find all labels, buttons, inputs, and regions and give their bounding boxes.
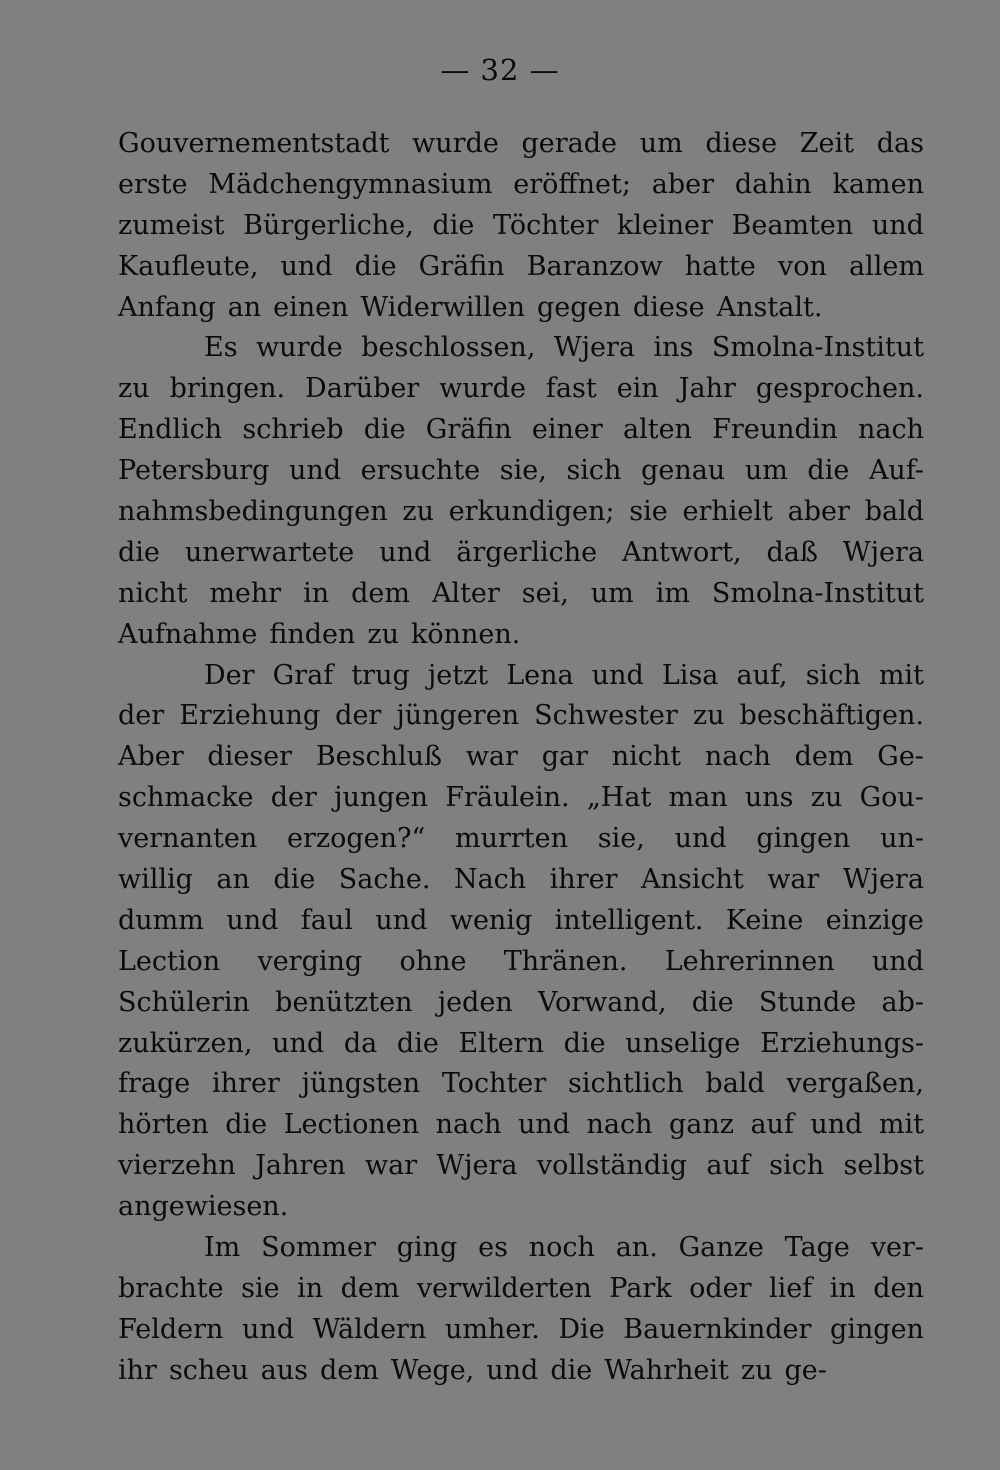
- text-line: [118, 1269, 924, 1310]
- word: und: [226, 904, 279, 936]
- word: die: [807, 455, 850, 487]
- word: die: [363, 414, 406, 446]
- word: Auf-: [868, 455, 924, 487]
- word: genau: [641, 455, 726, 487]
- word: ab-: [881, 986, 924, 1018]
- word: können.: [411, 618, 521, 650]
- word: dieser: [207, 741, 293, 773]
- word: in: [297, 1272, 324, 1304]
- word: das: [876, 128, 924, 159]
- word: Lisa: [661, 659, 719, 691]
- word: da: [343, 1027, 378, 1059]
- text-line: [118, 860, 924, 901]
- word: Gouvernementstadt: [118, 128, 390, 159]
- word: Lena: [506, 659, 574, 691]
- word: die: [225, 1109, 268, 1141]
- word: ver-: [870, 1232, 924, 1264]
- word: Smolna-Institut: [711, 332, 924, 364]
- text-line: [118, 983, 924, 1024]
- word: ihr: [118, 1354, 157, 1386]
- word: gingen: [756, 823, 851, 855]
- word: Beschluß: [315, 741, 443, 773]
- word: zu: [402, 496, 435, 528]
- word: Ge-: [877, 741, 924, 773]
- word: den: [873, 1272, 924, 1304]
- word: fast: [545, 373, 597, 405]
- word: die: [432, 209, 475, 241]
- text-line: [118, 288, 924, 329]
- word: kleiner: [617, 209, 713, 241]
- word: um: [639, 128, 683, 159]
- text-line: [118, 1146, 924, 1187]
- word: und: [280, 250, 333, 282]
- text-line: [118, 410, 924, 451]
- word: an.: [615, 1232, 658, 1264]
- word: mit: [878, 659, 924, 691]
- word: vernanten: [118, 823, 258, 855]
- word: jungen: [334, 782, 428, 814]
- word: vergaßen,: [786, 1068, 924, 1100]
- word: zu: [740, 1354, 773, 1386]
- word: benützten: [275, 986, 413, 1018]
- word: ging: [396, 1232, 458, 1264]
- word: Wjera: [436, 1150, 518, 1182]
- word: Darüber: [305, 373, 420, 405]
- word: aber: [651, 168, 715, 200]
- word: Eltern: [458, 1027, 544, 1059]
- text-line: [118, 1351, 924, 1392]
- word: Aber: [118, 741, 184, 773]
- word: Wege,: [390, 1354, 475, 1386]
- word: um: [590, 577, 634, 609]
- word: Wjera: [842, 536, 924, 568]
- word: die: [396, 1027, 439, 1059]
- word: daß: [766, 536, 818, 568]
- word: ge-: [784, 1354, 827, 1386]
- word: und: [518, 1109, 571, 1141]
- word: hörten: [118, 1109, 209, 1141]
- word: und: [810, 1109, 863, 1141]
- page-number: — 32 —: [440, 53, 560, 87]
- word: ohne: [399, 945, 467, 977]
- word: Vorwand,: [537, 986, 667, 1018]
- word: Widerwillen: [360, 291, 525, 323]
- word: Thränen.: [503, 945, 628, 977]
- word: und: [272, 1027, 325, 1059]
- word: Tochter: [441, 1068, 547, 1100]
- word: war: [364, 1150, 418, 1182]
- paragraph: [118, 656, 924, 1228]
- text-line: [118, 451, 924, 492]
- word: gar: [541, 741, 588, 773]
- word: und: [375, 904, 428, 936]
- word: frage: [118, 1068, 191, 1100]
- word: oder: [689, 1272, 752, 1304]
- word: ein: [616, 373, 659, 405]
- word: war: [767, 864, 820, 896]
- word: Lection: [118, 945, 221, 977]
- word: mit: [878, 1109, 924, 1141]
- word: Schwester: [534, 700, 678, 732]
- text-line: [118, 206, 924, 247]
- word: man: [668, 782, 728, 814]
- word: die: [563, 1027, 606, 1059]
- text-line: [118, 1310, 924, 1351]
- word: beschäftigen.: [739, 700, 924, 732]
- word: und: [379, 536, 432, 568]
- word: die: [354, 250, 397, 282]
- word: zumeist: [118, 209, 225, 241]
- word: Freundin: [712, 414, 838, 446]
- word: Wjera: [553, 332, 635, 364]
- word: lief: [769, 1272, 813, 1304]
- word: unselige: [625, 1027, 741, 1059]
- word: jeden: [437, 986, 513, 1018]
- word: diese: [632, 291, 705, 323]
- word: einen: [273, 291, 349, 323]
- word: schmacke: [118, 782, 254, 814]
- word: auf: [706, 1150, 750, 1182]
- word: und: [486, 1354, 539, 1386]
- word: sie: [241, 1272, 280, 1304]
- text-line: [118, 615, 924, 656]
- paragraph: [118, 328, 924, 655]
- word: Jahren: [255, 1150, 346, 1182]
- text-line: [118, 533, 924, 574]
- word: finden: [269, 618, 356, 650]
- word: kamen: [832, 168, 924, 200]
- word: nach: [858, 414, 924, 446]
- word: Erziehung: [179, 700, 321, 732]
- word: Nach: [453, 864, 527, 896]
- word: Ansicht: [640, 864, 744, 896]
- word: war: [465, 741, 518, 773]
- word: Aufnahme: [118, 618, 258, 650]
- text-line: [118, 1228, 924, 1269]
- word: dem: [794, 741, 854, 773]
- word: erhielt: [682, 496, 773, 528]
- word: angewiesen.: [118, 1191, 289, 1223]
- word: dem: [340, 1272, 400, 1304]
- word: Gräfin: [425, 414, 512, 446]
- word: Baranzow: [526, 250, 663, 282]
- word: zu: [692, 700, 725, 732]
- word: erzogen?“: [286, 823, 426, 855]
- word: in: [303, 577, 330, 609]
- word: Sache.: [338, 864, 431, 896]
- word: Schülerin: [118, 986, 250, 1018]
- word: „Hat: [586, 782, 652, 814]
- word: Lectionen: [283, 1109, 420, 1141]
- text-line: [118, 124, 924, 165]
- word: Gräfin: [418, 250, 505, 282]
- word: nach: [704, 741, 771, 773]
- text-line: [118, 778, 924, 819]
- word: gegen: [537, 291, 621, 323]
- word: und: [289, 455, 342, 487]
- word: der: [270, 782, 317, 814]
- word: Petersburg: [118, 455, 270, 487]
- word: mehr: [209, 577, 282, 609]
- word: dem: [320, 1354, 379, 1386]
- word: an: [227, 291, 262, 323]
- word: ins: [653, 332, 694, 364]
- word: und: [871, 945, 924, 977]
- word: von: [777, 250, 827, 282]
- word: Bauernkinder: [623, 1313, 812, 1345]
- word: jüngeren: [396, 700, 520, 732]
- text-line: [118, 247, 924, 288]
- word: sie,: [597, 823, 645, 855]
- word: Bürgerliche,: [243, 209, 414, 241]
- word: Der: [204, 659, 255, 691]
- word: und: [591, 659, 644, 691]
- text-line: [118, 696, 924, 737]
- word: dahin: [734, 168, 812, 200]
- word: Zeit: [799, 128, 855, 159]
- text-line: [118, 328, 924, 369]
- word: ihrer: [549, 864, 618, 896]
- word: nicht: [118, 577, 188, 609]
- word: Park: [609, 1272, 672, 1304]
- word: sie: [629, 496, 668, 528]
- text-line: [118, 1024, 924, 1065]
- word: die: [273, 864, 316, 896]
- word: ganz: [669, 1109, 734, 1141]
- word: Wäldern: [312, 1313, 427, 1345]
- word: eröffnet;: [513, 168, 631, 200]
- word: Wjera: [842, 864, 924, 896]
- word: die: [550, 1354, 593, 1386]
- word: schrieb: [242, 414, 344, 446]
- word: Erziehungs-: [760, 1027, 924, 1059]
- word: auf,: [736, 659, 788, 691]
- text-line: [118, 942, 924, 983]
- word: zu: [367, 618, 400, 650]
- word: bald: [705, 1068, 765, 1100]
- word: Tage: [784, 1232, 850, 1264]
- word: vierzehn: [118, 1150, 236, 1182]
- body-text: [118, 124, 924, 1392]
- word: Im: [204, 1232, 241, 1264]
- text-line: [118, 737, 924, 778]
- word: um: [744, 455, 788, 487]
- word: der: [335, 700, 382, 732]
- word: scheu: [168, 1354, 249, 1386]
- text-line: [118, 1064, 924, 1105]
- word: verwilderten: [416, 1272, 592, 1304]
- text-line: [118, 1187, 924, 1228]
- text-line: [118, 492, 924, 533]
- word: Sommer: [261, 1232, 376, 1264]
- word: wurde: [412, 128, 499, 159]
- word: Gou-: [859, 782, 924, 814]
- text-line: [118, 901, 924, 942]
- word: wenig: [449, 904, 533, 936]
- word: intelligent.: [554, 904, 704, 936]
- word: uns: [744, 782, 794, 814]
- word: erkundigen;: [448, 496, 615, 528]
- word: die: [118, 536, 160, 568]
- word: gingen: [829, 1313, 924, 1345]
- word: Beamten: [731, 209, 854, 241]
- word: umher.: [444, 1313, 540, 1345]
- word: jetzt: [427, 659, 489, 691]
- word: diese: [705, 128, 778, 159]
- word: auf: [750, 1109, 794, 1141]
- word: sei,: [521, 577, 569, 609]
- word: beschlossen,: [361, 332, 536, 364]
- word: Ganze: [678, 1232, 764, 1264]
- word: trug: [351, 659, 410, 691]
- word: ihrer: [212, 1068, 280, 1100]
- word: sich: [566, 455, 622, 487]
- word: Antwort,: [622, 536, 742, 568]
- word: Keine: [725, 904, 804, 936]
- text-line: [118, 574, 924, 615]
- word: hatte: [684, 250, 756, 282]
- word: Töchter: [492, 209, 599, 241]
- word: und: [674, 823, 727, 855]
- word: Anfang: [118, 291, 216, 323]
- word: an: [216, 864, 250, 896]
- word: Wahrheit: [604, 1354, 729, 1386]
- word: ersuchte: [360, 455, 481, 487]
- word: brachte: [118, 1272, 224, 1304]
- word: nach: [435, 1109, 502, 1141]
- word: Feldern: [118, 1313, 224, 1345]
- word: erste: [118, 168, 188, 200]
- word: einzige: [825, 904, 924, 936]
- word: zukürzen,: [118, 1027, 253, 1059]
- word: aus: [260, 1354, 309, 1386]
- word: Stunde: [758, 986, 857, 1018]
- word: gesprochen.: [755, 373, 924, 405]
- word: unerwartete: [184, 536, 355, 568]
- word: un-: [880, 823, 924, 855]
- word: sie,: [499, 455, 547, 487]
- word: der: [118, 700, 165, 732]
- text-line: [118, 369, 924, 410]
- word: Alter: [431, 577, 500, 609]
- word: gerade: [521, 128, 618, 159]
- text-line: [118, 819, 924, 860]
- word: Lehrerinnen: [664, 945, 835, 977]
- word: Es: [204, 332, 238, 364]
- word: Jahr: [678, 373, 736, 405]
- word: bringen.: [169, 373, 286, 405]
- word: nicht: [611, 741, 682, 773]
- word: ärgerliche: [456, 536, 598, 568]
- word: es: [478, 1232, 508, 1264]
- word: nahmsbedingungen: [118, 496, 388, 528]
- word: Anstalt.: [716, 291, 823, 323]
- word: murrten: [455, 823, 569, 855]
- paragraph: [118, 1228, 924, 1392]
- word: Mädchengymnasium: [208, 168, 493, 200]
- word: und: [871, 209, 924, 241]
- word: zu: [118, 373, 150, 405]
- word: sich: [805, 659, 861, 691]
- word: dumm: [118, 904, 204, 936]
- word: dem: [351, 577, 410, 609]
- word: sich: [769, 1150, 825, 1182]
- word: in: [829, 1272, 856, 1304]
- word: Die: [558, 1313, 605, 1345]
- word: die: [691, 986, 734, 1018]
- word: Graf: [272, 659, 334, 691]
- word: bald: [864, 496, 924, 528]
- text-line: [118, 165, 924, 206]
- word: zu: [810, 782, 843, 814]
- word: aber: [787, 496, 850, 528]
- word: Endlich: [118, 414, 223, 446]
- word: alten: [622, 414, 692, 446]
- word: einer: [531, 414, 603, 446]
- word: Smolna-Institut: [711, 577, 924, 609]
- word: nach: [586, 1109, 653, 1141]
- text-line: [118, 1105, 924, 1146]
- paragraph: [118, 124, 924, 328]
- word: im: [655, 577, 690, 609]
- word: sichtlich: [568, 1068, 684, 1100]
- text-line: [118, 656, 924, 697]
- word: noch: [528, 1232, 595, 1264]
- word: faul: [300, 904, 353, 936]
- word: wurde: [439, 373, 526, 405]
- word: verging: [257, 945, 363, 977]
- word: allem: [848, 250, 924, 282]
- word: Fräulein.: [445, 782, 570, 814]
- word: und: [242, 1313, 295, 1345]
- word: Kaufleute,: [118, 250, 259, 282]
- word: vollständig: [536, 1150, 688, 1182]
- word: selbst: [843, 1150, 924, 1182]
- word: jüngsten: [301, 1068, 421, 1100]
- word: willig: [118, 864, 193, 896]
- word: wurde: [256, 332, 343, 364]
